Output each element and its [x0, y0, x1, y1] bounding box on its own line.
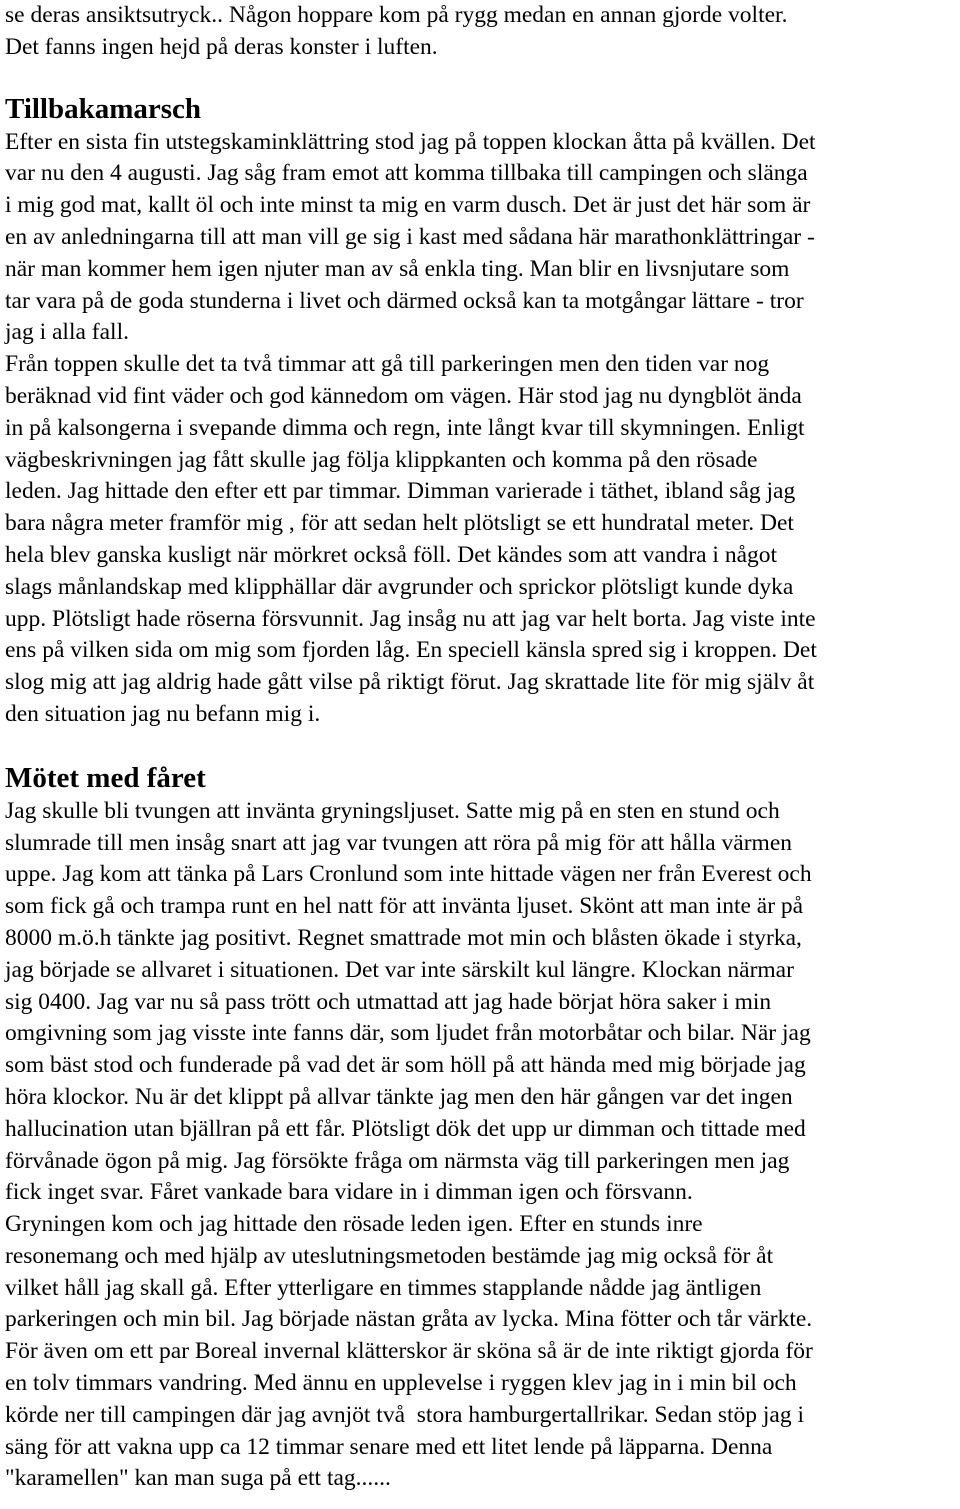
- text-line: sig 0400. Jag var nu så pass trött och utmattad att jag hade börjat höra saker i min: [5, 988, 772, 1015]
- text-line: körde ner till campingen där jag avnjöt två stora hamburgertallrikar. Sedan stöp jag i: [5, 1401, 804, 1428]
- text-line: som fick gå och trampa runt en hel natt för att invänta ljuset. Skönt att man inte är på: [5, 893, 804, 920]
- text-line: bara några meter framför mig , för att sedan helt plötsligt se ett hundratal meter. Det: [5, 510, 794, 537]
- text-line: i mig god mat, kallt öl och inte minst ta mig en varm dusch. Det är just det här som är: [5, 192, 811, 219]
- text-line: För även om ett par Boreal invernal klätterskor är sköna så är de inte riktigt gjorda för: [5, 1338, 813, 1365]
- section-body-motet-med-faret: [5, 796, 960, 1496]
- text-line: slog mig att jag aldrig hade gått vilse på riktigt förut. Jag skrattade lite för mig själv åt: [5, 669, 815, 696]
- text-line: som bäst stod och funderade på vad det är som höll på att hända med mig började jag: [5, 1052, 806, 1079]
- text-line: uppe. Jag kom att tänka på Lars Cronlund som inte hittade vägen ner från Everest och: [5, 861, 812, 888]
- intro-paragraph: [5, 0, 960, 64]
- text-line: Gryningen kom och jag hittade den rösade leden igen. Efter en stunds inre: [5, 1211, 703, 1238]
- text-line: se deras ansiktsutryck.. Någon hoppare kom på rygg medan en annan gjorde volter.: [5, 2, 788, 28]
- text-line: Från toppen skulle det ta två timmar att gå till parkeringen men den tiden var nog: [5, 351, 770, 378]
- section-heading-motet-med-faret: Mötet med fåret: [5, 761, 206, 794]
- spacer: [5, 64, 960, 91]
- text-line: en av anledningarna till att man vill ge sig i kast med sådana här marathonklättringar -: [5, 223, 815, 250]
- text-line: Det fanns ingen hejd på deras konster i luften.: [5, 33, 438, 60]
- text-line: hallucination utan bjällran på ett får. Plötsligt dök det upp ur dimman och tittade med: [5, 1115, 806, 1142]
- text-line: ens på vilken sida om mig som fjorden låg. En speciell känsla spred sig i kroppen. Det: [5, 637, 817, 664]
- text-line: parkeringen och min bil. Jag började nästan gråta av lycka. Mina fötter och tår värkte.: [5, 1306, 813, 1333]
- spacer: [5, 731, 960, 760]
- text-line: vägbeskrivningen jag fått skulle jag följa klippkanten och komma på den rösade: [5, 446, 758, 473]
- text-line: en tolv timmars vandring. Med ännu en upplevelse i ryggen klev jag in i min bil och: [5, 1370, 797, 1397]
- text-line: jag började se allvaret i situationen. Det var inte särskilt kul längre. Klockan närmar: [5, 956, 794, 983]
- text-line: slags månlandskap med klipphällar där avgrunder och sprickor plötsligt kunde dyka: [5, 573, 794, 600]
- text-line: höra klockor. Nu är det klippt på allvar tänkte jag men den här gången var det ingen: [5, 1083, 793, 1110]
- text-line: upp. Plötsligt hade röserna försvunnit. Jag insåg nu att jag var helt borta. Jag viste inte: [5, 605, 816, 632]
- text-line: fick inget svar. Fåret vankade bara vidare in i dimman igen och försvann.: [5, 1179, 693, 1206]
- text-line: den situation jag nu befann mig i.: [5, 700, 321, 727]
- text-line: "karamellen" kan man suga på ett tag......: [5, 1465, 391, 1492]
- text-line: resonemang och med hjälp av uteslutningsmetoden bestämde jag mig också för åt: [5, 1242, 774, 1269]
- text-line: tar vara på de goda stunderna i livet och därmed också kan ta motgångar lättare - tror: [5, 287, 804, 314]
- text-line: in på kalsongerna i svepande dimma och regn, inte långt kvar till skymningen. Enligt: [5, 414, 805, 441]
- text-line: Efter en sista fin utstegskaminklättring stod jag på toppen klockan åtta på kvällen. Det: [5, 128, 816, 155]
- section-heading-tillbakamarsch: Tillbakamarsch: [5, 92, 202, 125]
- text-line: slumrade till men insåg snart att jag var tvungen att röra på mig för att hålla värmen: [5, 829, 792, 856]
- text-line: förvånade ögon på mig. Jag försökte fråga om närmsta väg till parkeringen men jag: [5, 1147, 790, 1174]
- text-line: omgivning som jag visste inte fanns där, som ljudet från motorbåtar och bilar. När jag: [5, 1020, 811, 1047]
- text-line: beräknad vid fint väder och god kännedom om vägen. Här stod jag nu dyngblöt ända: [5, 382, 802, 409]
- text-line: Jag skulle bli tvungen att invänta gryningsljuset. Satte mig på en sten en stund och: [5, 797, 780, 824]
- text-line: 8000 m.ö.h tänkte jag positivt. Regnet smattrade mot min och blåsten ökade i styrka,: [5, 924, 802, 951]
- text-line: när man kommer hem igen njuter man av så enkla ting. Man blir en livsnjutare som: [5, 255, 790, 282]
- document-page: [5, 0, 960, 1495]
- text-line: hela blev ganska kusligt när mörkret också föll. Det kändes som att vandra i något: [5, 541, 778, 568]
- text-line: var nu den 4 augusti. Jag såg fram emot att komma tillbaka till campingen och slänga: [5, 160, 808, 187]
- text-line: säng för att vakna upp ca 12 timmar senare med ett litet lende på läpparna. Denna: [5, 1433, 773, 1460]
- text-line: jag i alla fall.: [5, 319, 129, 346]
- text-line: leden. Jag hittade den efter ett par timmar. Dimman varierade i täthet, ibland såg jag: [5, 478, 796, 505]
- section-body-tillbakamarsch: [5, 127, 960, 731]
- text-line: vilket håll jag skall gå. Efter ytterligare en timmes stapplande nådde jag äntligen: [5, 1274, 762, 1301]
